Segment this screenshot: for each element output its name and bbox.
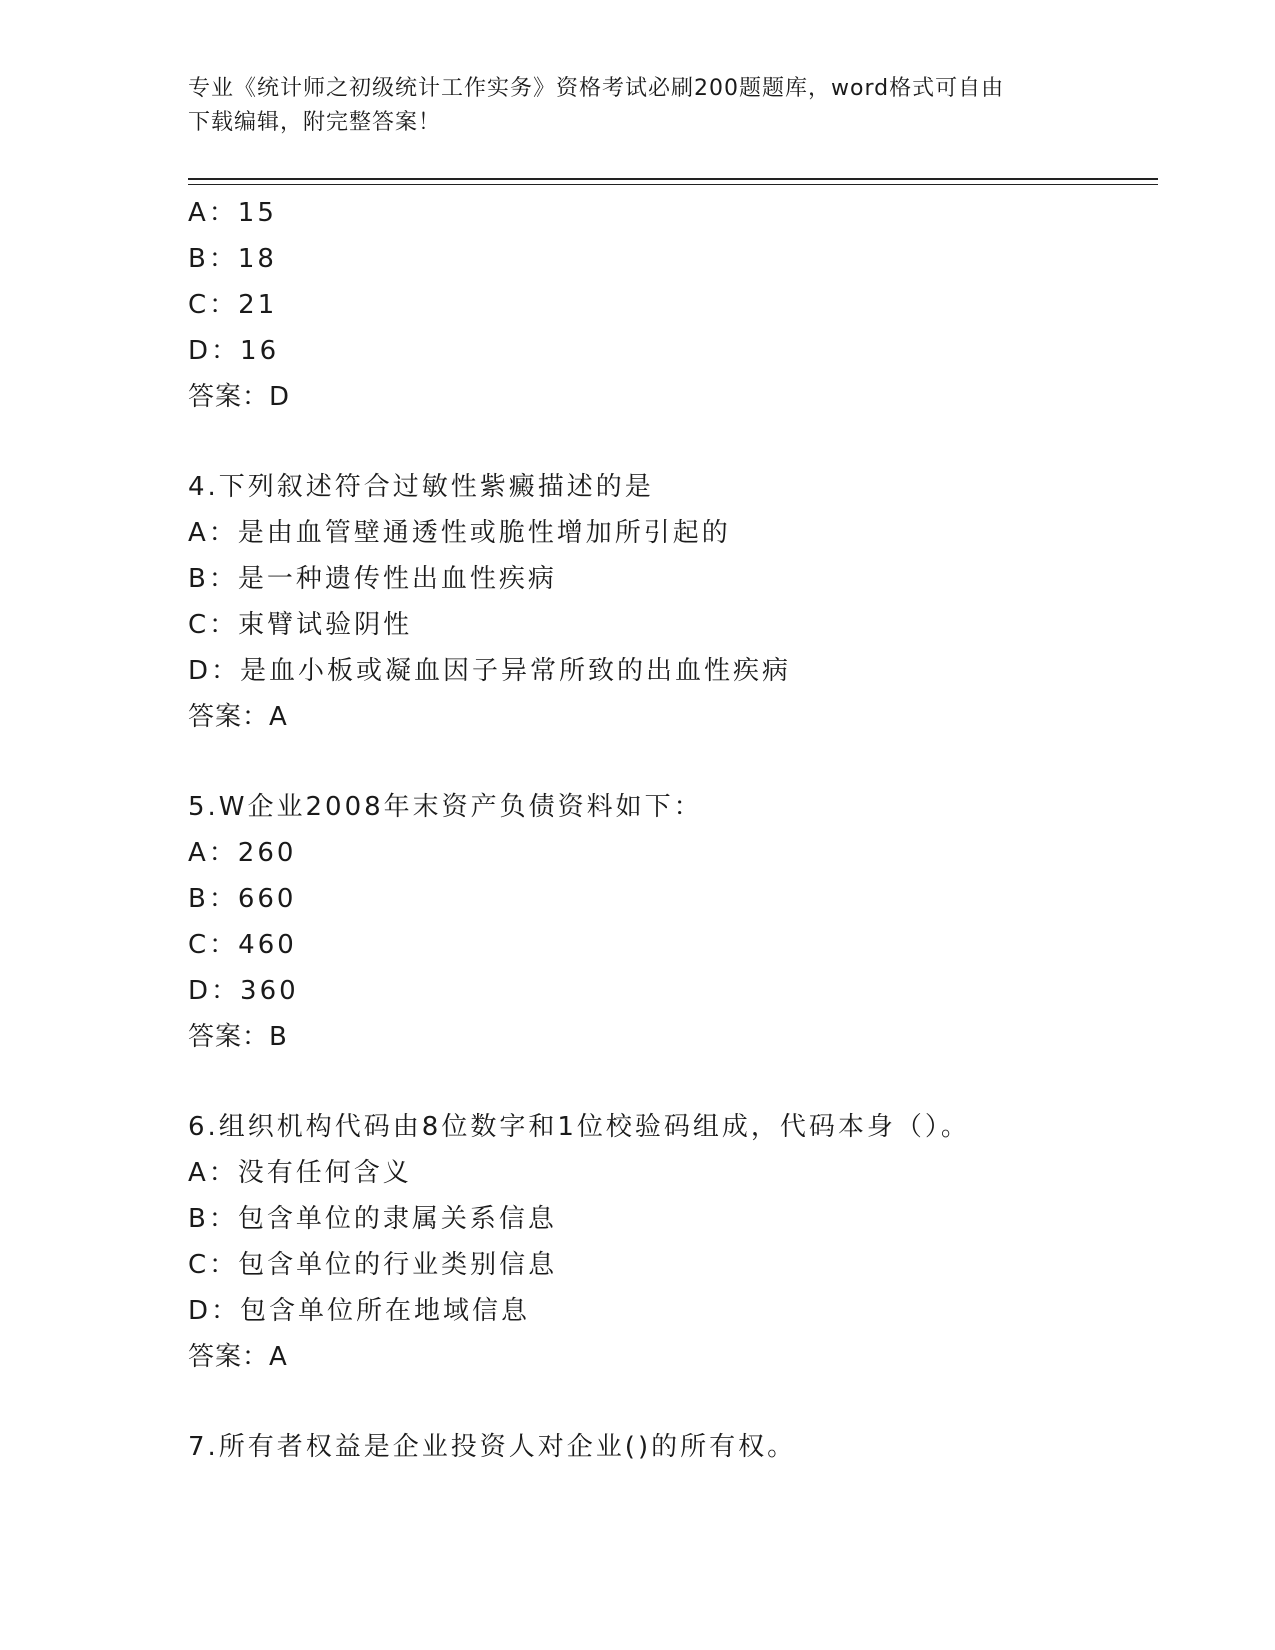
question-4	[188, 464, 1168, 740]
answer: 答案：D	[188, 382, 291, 412]
question-title: 7.所有者权益是企业投资人对企业()的所有权。	[188, 1432, 797, 1462]
question-6	[188, 1104, 1168, 1380]
option-d: D：16	[188, 336, 280, 366]
option-b: B：660	[188, 884, 297, 914]
option-d: D：是血小板或凝血因子异常所致的出血性疾病	[188, 656, 792, 686]
answer: 答案：A	[188, 702, 288, 732]
document-header	[188, 72, 1068, 140]
question-title: 5.W企业2008年末资产负债资料如下：	[188, 792, 703, 822]
option-b: B：是一种遗传性出血性疾病	[188, 564, 557, 594]
option-c: C：21	[188, 290, 278, 320]
option-d: D：360	[188, 976, 299, 1006]
header-line-1: 专业《统计师之初级统计工作实务》资格考试必刷200题题库，word格式可自由	[188, 76, 1005, 101]
question-title: 4.下列叙述符合过敏性紫癜描述的是	[188, 472, 654, 502]
question-3	[188, 190, 1168, 420]
option-a: A：260	[188, 838, 297, 868]
question-title: 6.组织机构代码由8位数字和1位校验码组成，代码本身（）。	[188, 1112, 970, 1142]
option-c: C：束臂试验阴性	[188, 610, 413, 640]
header-line-2: 下载编辑，附完整答案！	[188, 110, 442, 135]
question-7	[188, 1424, 1168, 1470]
option-a: A：是由血管壁通透性或脆性增加所引起的	[188, 518, 731, 548]
header-divider-thick	[188, 178, 1158, 180]
option-b: B：包含单位的隶属关系信息	[188, 1204, 557, 1234]
option-a: A：15	[188, 198, 277, 228]
answer: 答案：B	[188, 1022, 288, 1052]
option-c: C：460	[188, 930, 297, 960]
answer: 答案：A	[188, 1342, 288, 1372]
option-b: B：18	[188, 244, 277, 274]
question-list	[188, 190, 1168, 1470]
option-c: C：包含单位的行业类别信息	[188, 1250, 558, 1280]
option-d: D：包含单位所在地域信息	[188, 1296, 531, 1326]
question-5	[188, 784, 1168, 1060]
option-a: A：没有任何含义	[188, 1158, 412, 1188]
header-divider-thin	[188, 184, 1158, 185]
